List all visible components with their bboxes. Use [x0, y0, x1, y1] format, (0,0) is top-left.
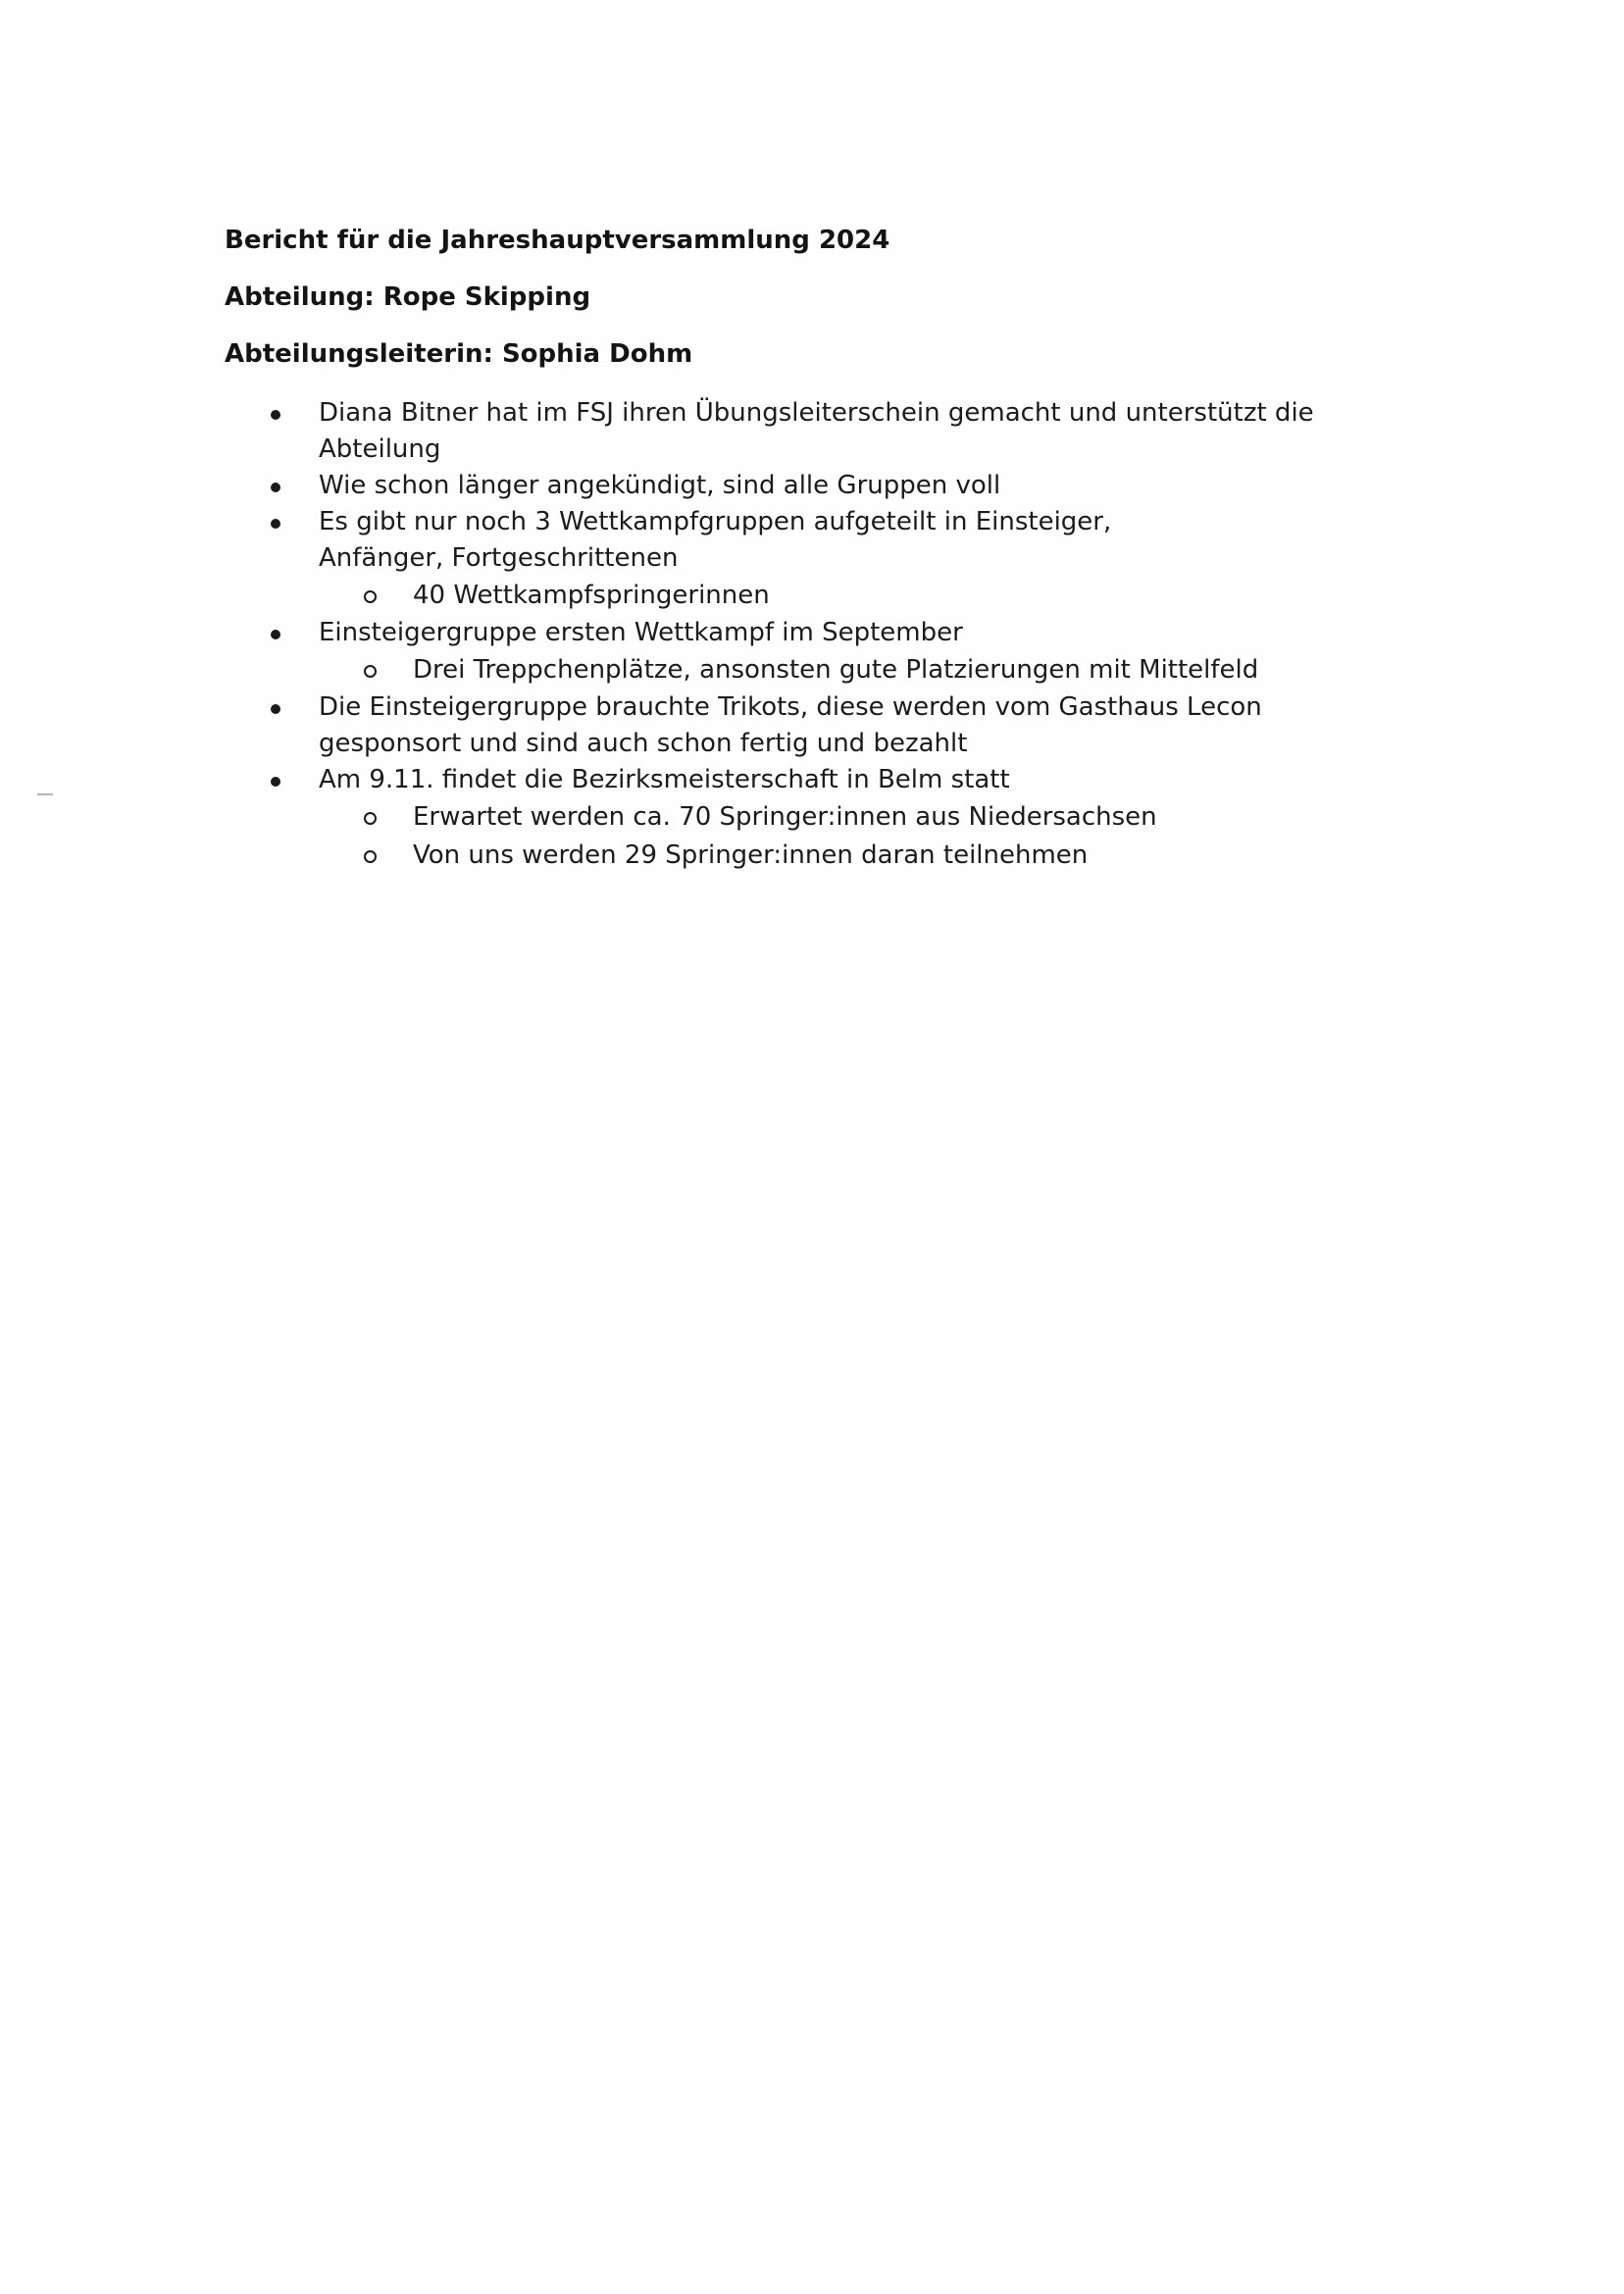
bullet-dot-icon	[271, 483, 280, 492]
scan-margin-mark	[37, 793, 53, 795]
bullet-dot-icon	[271, 630, 280, 639]
bullet-dot-icon	[271, 410, 280, 420]
bullet-dot-icon	[271, 777, 280, 787]
sub-bullet-text: Erwartet werden ca. 70 Springer:innen aus Niedersachsen	[413, 802, 1157, 832]
bullet-dot-icon	[271, 704, 280, 714]
bullet-item	[225, 468, 1421, 504]
report-bullet-list	[225, 395, 1421, 875]
bullet-item	[225, 762, 1421, 875]
sub-bullet-list	[225, 577, 1421, 615]
bullet-text: Einsteigergruppe ersten Wettkampf im September	[319, 618, 963, 647]
bullet-item	[225, 395, 1421, 468]
hollow-circle-bullet-icon	[364, 850, 377, 863]
sub-bullet-text: Von uns werden 29 Springer:innen daran teilnehmen	[413, 841, 1089, 870]
report-title: Bericht für die Jahreshauptversammlung 2024	[225, 226, 890, 255]
report-content	[225, 225, 1421, 875]
sub-bullet-item	[225, 837, 1421, 875]
sub-bullet-text: Drei Treppchenplätze, ansonsten gute Platzierungen mit Mittelfeld	[413, 655, 1259, 685]
sub-bullet-item	[225, 651, 1421, 689]
sub-bullet-item	[225, 577, 1421, 615]
bullet-item	[225, 615, 1421, 689]
department-line: Abteilung: Rope Skipping	[225, 282, 591, 312]
bullet-text: Es gibt nur noch 3 Wettkampfgruppen aufgeteilt in Einsteiger, Anfänger, Fortgeschrittenen	[319, 507, 1112, 573]
bullet-text: Am 9.11. findet die Bezirksmeisterschaft in Belm statt	[319, 765, 1010, 794]
hollow-circle-bullet-icon	[364, 590, 377, 603]
department-head-line: Abteilungsleiterin: Sophia Dohm	[225, 339, 693, 369]
bullet-item	[225, 504, 1421, 615]
sub-bullet-text: 40 Wettkampfspringerinnen	[413, 581, 770, 610]
bullet-item	[225, 689, 1421, 762]
sub-bullet-item	[225, 798, 1421, 837]
bullet-text: Wie schon länger angekündigt, sind alle Gruppen voll	[319, 471, 1001, 500]
bullet-dot-icon	[271, 519, 280, 529]
hollow-circle-bullet-icon	[364, 665, 377, 678]
hollow-circle-bullet-icon	[364, 812, 377, 825]
sub-bullet-list	[225, 651, 1421, 689]
bullet-text: Diana Bitner hat im FSJ ihren Übungsleiterschein gemacht und unterstützt die Abteilung	[319, 398, 1314, 464]
bullet-text: Die Einsteigergruppe brauchte Trikots, diese werden vom Gasthaus Lecon gesponsort und sind auch schon fertig und bezahlt	[319, 692, 1262, 758]
sub-bullet-list	[225, 798, 1421, 875]
